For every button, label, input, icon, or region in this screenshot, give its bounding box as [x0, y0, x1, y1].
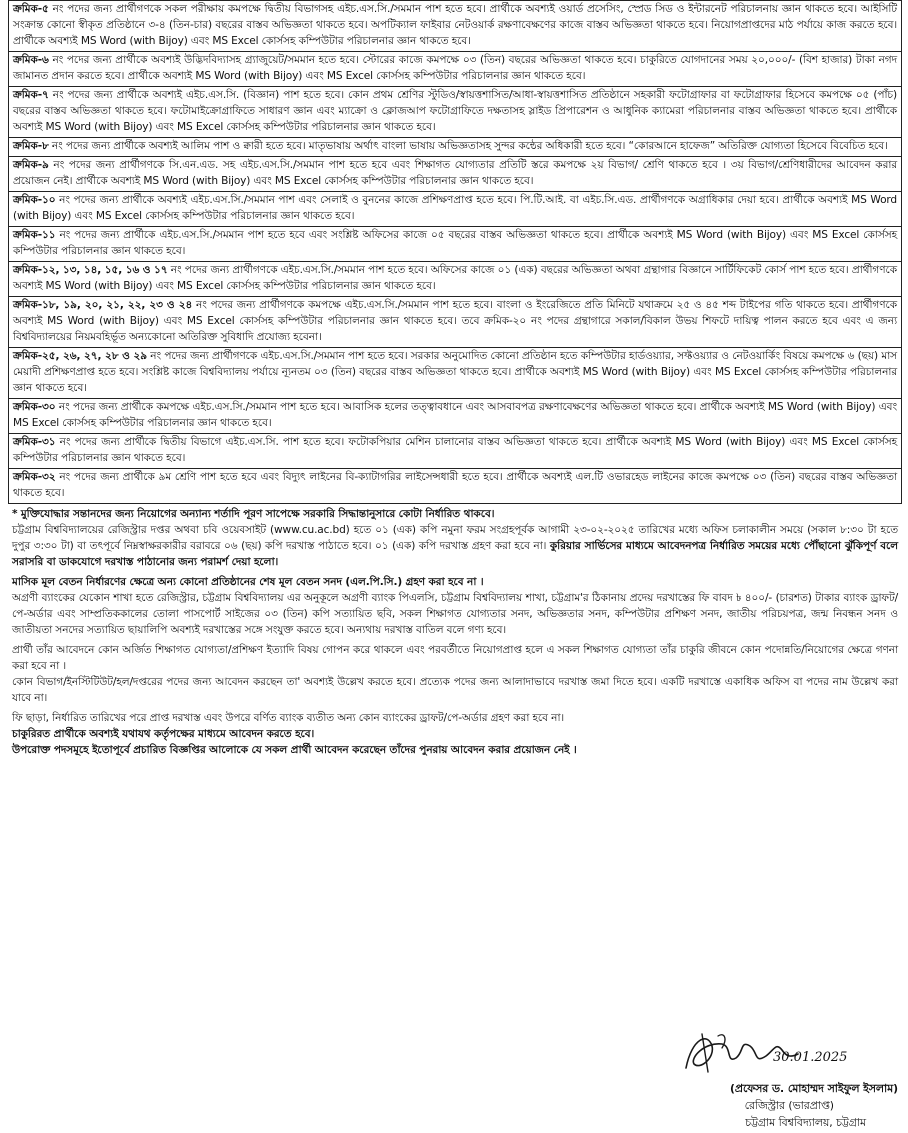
qualifications-box [8, 0, 902, 504]
qualification-text: নং পদের জন্য প্রার্থীকে এইচ.এস.সি./সমমান পাশ হতে হবে এবং সংশ্লিষ্ট অফিসের কাজে ০৫ বছরের বাস্তব অভিজ্ঞতা থাকতে হবে। প্রার্থীকে অবশ্যই MS Word (with Bijoy) এবং MS Excel কোর্সসহ কম্পিউটার পরিচালনার জ্ঞান থাকতে হবে। [13, 229, 897, 257]
previous-applicants-note: উপরোক্ত পদসমূহে ইতোপূর্বে প্রচারিত বিজ্ঞপ্তির আলোকে যে সকল প্রার্থী আবেদন করেছেন তাঁদের পুনরায় আবেদন করার প্রয়োজন নেই । [12, 744, 577, 756]
qualification-text: নং পদের জন্য প্রার্থীগণকে এইচ.এস.সি./সমমান পাশ হতে হবে। সরকার অনুমোদিত কোনো প্রতিষ্ঠান হতে কম্পিউটার হার্ডওয়্যার, সফ্টওয়্যার ও নেটওয়ার্কিং বিষয়ে কমপক্ষে ৬ (ছয়) মাস মেয়াদী প্রশিক্ষণপ্রাপ্ত হতে হবে। সংশ্লিষ্ট কাজে বিশ্ববিদ্যালয় পর্যায়ে ন্যূনতম ০৩ (তিন) বছরের বাস্তব অভিজ্ঞতা থাকতে হবে। প্রার্থীকে অবশ্যই MS Word (with Bijoy) এবং MS Excel কোর্সসহ কম্পিউটার পরিচালনার জ্ঞান থাকতে হবে। [13, 350, 898, 394]
quota-note: * মুক্তিযোদ্ধার সন্তানদের জন্য নিয়োগের অন্যান্য শর্তাদি পূরণ সাপেক্ষে সরকারি সিদ্ধান্তানুসারে কোটা নির্ধারিত থাকবে। [12, 508, 495, 520]
qualification-text: নং পদের জন্য প্রার্থীগণকে সকল পরীক্ষায় কমপক্ষে দ্বিতীয় বিভাগসহ এইচ.এস.সি./সমমান পাশ হতে হবে। প্রার্থীকে অবশ্যই ওয়ার্ড প্রসেসিং, স্প্রেড সিড ও ইন্টারনেট পরিচালনায় জ্ঞান থাকতে হবে। আইসিটি সংক্রান্ত কোনো স্বীকৃত প্রতিষ্ঠানে ৩-৪ (তিন-চার) বছরের বাস্তব অভিজ্ঞতা থাকতে হবে। অপটিক্যাল ফাইবার নেটওয়ার্ক রক্ষণাবেক্ষণের কাজে বাস্তব অভিজ্ঞতা থাকতে হবে। নিয়োগপ্রাপ্তদের মাঠ পর্যায়ে কাজ করতে হবে। প্রার্থীকে অবশ্যই MS Word (with Bijoy) এবং MS Excel কোর্সসহ কম্পিউটার পরিচালনার জ্ঞান থাকতে হবে। [13, 3, 897, 47]
qualification-11 [9, 226, 901, 261]
courier-warning: কুরিয়ার সার্ভিসের মাধ্যমে আবেদনপত্র নির্ধারিত সময়ের মধ্যে পৌঁছানো ঝুঁকিপূর্ণ বলে সরাসরি বা ডাকযোগে দরখাস্ত পাঠানোর জন্য পরামর্শ দেয়া হলো। [12, 540, 898, 568]
qualification-9 [9, 156, 901, 191]
fee-note: ফি ছাড়া, নির্ধারিত তারিখের পরে প্রাপ্ত দরখাস্ত এবং উপরে বর্ণিত ব্যাংক ব্যতীত অন্য কোন ব্যাংকের ড্রাফট/পে-অর্ডার গ্রহণ করা হবে না। [12, 712, 565, 724]
signatory-organization: চট্টগ্রাম বিশ্ববিদ্যালয়, চট্টগ্রাম [745, 1116, 866, 1129]
form-collection-note [12, 522, 898, 570]
lpc-note: মাসিক মূল বেতন নির্ধারণের ক্ষেত্রে অন্য কোনো প্রতিষ্ঠানের শেষ মূল বেতন সনদ (এল.পি.সি.) গ্রহণ করা হবে না । [12, 576, 484, 588]
serial-label: ক্রমিক-৮ [13, 140, 49, 152]
signatory-title: রেজিস্ট্রার (ভারপ্রাপ্ত) [744, 1099, 834, 1112]
qualification-12-17 [9, 261, 901, 296]
qualification-18-24 [9, 296, 901, 347]
concealment-note: প্রার্থী তাঁর আবেদনে কোন অর্জিত শিক্ষাগত যোগ্যতা/প্রশিক্ষণ ইত্যাদি বিষয় গোপন করে থাকলে এবং পরবর্তীতে নিয়োগপ্রাপ্ত হলে এ সকল শিক্ষাগত যোগ্যতা তাঁর চাকুরি জীবনে কোন পদোন্নতি/নিয়োগের ক্ষেত্রে গণনা করা হবে না । [12, 644, 898, 672]
qualification-30 [9, 398, 901, 433]
serial-label: ক্রমিক-১৮, ১৯, ২০, ২১, ২২, ২৩ ও ২৪ [13, 299, 193, 311]
qualification-25-29 [9, 347, 901, 398]
signature-date: 30.01.2025 [773, 1050, 848, 1065]
qualification-5 [9, 0, 901, 51]
serial-label: ক্রমিক-১২, ১৩, ১৪, ১৫, ১৬ ও ১৭ [13, 264, 168, 276]
serial-label: ক্রমিক-৯ [13, 159, 49, 171]
form-collection-text: চট্টগ্রাম বিশ্ববিদ্যালয়ের রেজিস্ট্রার দপ্তর অথবা চবি ওয়েবসাইট (www.cu.ac.bd) হতে ০১ (এক) কপি নমুনা ফরম সংগ্রহপূর্বক আগামী ২৩-০২-২০২৫ তারিখের মধ্যে অফিস চলাকালীন সময়ে (সকাল ৮:৩০ টা হতে দুপুর ৩:৩০ টা) বা তৎপূর্বে নিম্নস্বাক্ষরকারীর বরাবরে ০৬ (ছয়) কপি দরখাস্ত পাঠাতে হবে। ০১ (এক) কপি দরখাস্ত গ্রহণ করা হবে না। [12, 524, 898, 552]
qualification-31 [9, 433, 901, 468]
bank-draft-note: অগ্রণী ব্যাংকের যেকোন শাখা হতে রেজিস্ট্রার, চট্টগ্রাম বিশ্ববিদ্যালয় এর অনুকূলে অগ্রণী ব্যাংক পিএলসি, চট্টগ্রাম বিশ্ববিদ্যালয় শাখা, চট্টগ্রাম'র ঠিকানায় প্রদেয় দরখাস্তের ফি বাবদ ৳ ৪০০/- (চারশত) টাকার ব্যাংক ড্রাফট/পে-অর্ডার এবং সাম্প্রতিককালের তোলা পাসপোর্ট সাইজের ০৩ (তিন) কপি সত্যায়িত ছবি, সকল শিক্ষাগত যোগ্যতার সনদ, অভিজ্ঞতার সনদ, কম্পিউটার প্রশিক্ষণ সনদ, জাতীয় পরিচয়পত্র, জন্ম নিবন্ধন সনদ ও জাতীয়তা সনদের সত্যায়িত ছায়ালিপি অবশ্যই দরখাস্তের সঙ্গে সংযুক্ত করতে হবে। অন্যথায় দরখাস্ত বাতিল বলে গণ্য হবে। [12, 592, 898, 636]
qualification-text: নং পদের জন্য প্রার্থীকে অবশ্যই আলিম পাশ ও ক্বারী হতে হবে। মাতৃভাষায় অর্থাৎ বাংলা ভাষায় অভিজ্ঞতাসহ সুন্দর কন্ঠের অধিকারী হতে হবে। “কোরআনে হাফেজ” অতিরিক্ত যোগ্যতা হিসেবে বিবেচিত হবে। [48, 140, 888, 152]
serial-label: ক্রমিক-৩০ [13, 401, 56, 413]
serial-label: ক্রমিক-৬ [13, 54, 49, 66]
serial-label: ক্রমিক-৭ [13, 89, 49, 101]
serial-label: ক্রমিক-৩১ [13, 436, 56, 448]
qualification-text: নং পদের জন্য প্রার্থীকে ৯ম শ্রেণি পাশ হতে হবে এবং বিদ্যুৎ লাইনের বি-ক্যাটাগরির লাইসেন্সধারী হতে হবে। প্রার্থীকে অবশ্যই এল.টি ওভারহেড লাইনের কাজে কমপক্ষে ০৩ (তিন) বছরের বাস্তব অভিজ্ঞতা থাকতে হবে। [13, 471, 897, 499]
serial-label: ক্রমিক-১১ [13, 229, 56, 241]
serial-label: ক্রমিক-৩২ [13, 471, 56, 483]
qualification-text: নং পদের জন্য প্রার্থীগণকে এইচ.এস.সি./সমমান পাশ হতে হবে। অফিসের কাজে ০১ (এক) বছরের অভিজ্ঞতা অথবা গ্রন্থাগার বিজ্ঞানে সার্টিফিকেট কোর্স পাশ হতে হবে। প্রার্থীগণকে অবশ্যই MS Word (with Bijoy) এবং MS Excel কোর্সসহ কম্পিউটার পরিচালনার জ্ঞান থাকতে হবে। [13, 264, 897, 292]
qualification-10 [9, 191, 901, 226]
signatory-name: (প্রফেসর ড. মোহাম্মদ সাইফুল ইসলাম) [729, 1082, 898, 1095]
qualification-6 [9, 51, 901, 86]
serial-label: ক্রমিক-৫ [13, 3, 49, 15]
qualification-text: নং পদের জন্য প্রার্থীগণকে সি.এন.এড. সহ এইচ.এস.সি./সমমান পাশ হতে হবে এবং শিক্ষাগত যোগ্যতার প্রতিটি স্তরে কমপক্ষে ২য় বিভাগ/ শ্রেণি থাকতে হবে । ৩য় বিভাগ/শ্রেণিধারীদের আবেদন করার প্রয়োজন নেই। প্রার্থীকে অবশ্যই MS Word (with Bijoy) এবং MS Excel কোর্সসহ কম্পিউটার পরিচালনার জ্ঞান থাকতে হবে। [13, 159, 897, 187]
department-note: কোন বিভাগ/ইনস্টিটিউট/হল/দপ্তরের পদের জন্য আবেদন করছেন তা' অবশ্যই উল্লেখ করতে হবে। প্রত্যেক পদের জন্য আলাদাভাবে দরখাস্ত জমা দিতে হবে। একটি দরখাস্তে একাধিক অফিস বা পদের নাম উল্লেখ করা যাবে না। [12, 676, 898, 704]
qualification-32 [9, 468, 901, 503]
signature-block [658, 1028, 898, 1129]
qualification-text: নং পদের জন্য প্রার্থীকে কমপক্ষে এইচ.এস.সি./সমমান পাশ হতে হবে। আবাসিক হলের তত্ত্বাবধানে এবং আসবাবপত্র রক্ষণাবেক্ষণের অভিজ্ঞতা থাকতে হবে। প্রার্থীকে অবশ্যই MS Word (with Bijoy) এবং MS Excel কোর্সসহ কম্পিউটার পরিচালনার জ্ঞান থাকতে হবে। [13, 401, 897, 429]
qualification-text: নং পদের জন্য প্রার্থীকে অবশ্যই এইচ.এস.সি. (বিজ্ঞান) পাশ হতে হবে। কোন প্রথম শ্রেণির স্টুডিও/স্বায়ত্তশাসিত/আধা-স্বায়ত্তশাসিত প্রতিষ্ঠানে সহকারী ফটোগ্রাফার বা ফটোগ্রাফার হিসেবে কমপক্ষে ০৫ (পাঁচ) বছরের বাস্তব অভিজ্ঞতা থাকতে হবে। ফটোমাইক্রোগ্রাফিতে সাধারণ জ্ঞান এবং ম্যাক্রো ও ক্লোজআপ ফটোগ্রাফিতে দক্ষতাসহ স্লাইড প্রিপারেশন ও আধুনিক ক্যামেরা পরিচালনার বাস্তব অভিজ্ঞতা থাকতে হবে। প্রার্থীকে অবশ্যই MS Word (with Bijoy) এবং MS Excel কোর্সসহ কম্পিউটার পরিচালনার জ্ঞান থাকতে হবে। [13, 89, 897, 133]
employed-candidate-note: চাকুরিরত প্রার্থীকে অবশ্যই যথাযথ কর্তৃপক্ষের মাধ্যমে আবেদন করতে হবে। [12, 728, 315, 740]
serial-label: ক্রমিক-২৫, ২৬, ২৭, ২৮ ও ২৯ [13, 350, 147, 362]
qualification-text: নং পদের জন্য প্রার্থীগণকে কমপক্ষে এইচ.এস.সি./সমমান পাশ হতে হবে। বাংলা ও ইংরেজিতে প্রতি মিনিটে যথাক্রমে ২৫ ও ৪৫ শব্দ টাইপের গতি থাকতে হবে। প্রার্থীগণকে অবশ্যই MS Word (with Bijoy) এবং MS Excel কোর্সসহ কম্পিউটার পরিচালনার জ্ঞান থাকতে হবে। তবে ক্রমিক-২০ নং পদের গ্রন্থাগারে সকাল/বিকাল উভয় শিফটে দায়িত্ব পালন করতে হবে এবং এ জন্য বিশ্ববিদ্যালয়ের নিয়মবহির্ভূত অন্যকোনো অতিরিক্ত সুবিধাদি প্রযোজ্য হবেনা। [13, 299, 897, 343]
qualification-8 [9, 137, 901, 156]
qualification-text: নং পদের জন্য প্রার্থীকে অবশ্যই উদ্ভিদবিদ্যাসহ গ্র্যাজুয়েট/সমমান হতে হবে। স্টোরের কাজে কমপক্ষে ০৩ (তিন) বছরের অভিজ্ঞতা থাকতে হবে। চাকুরিতে যোগদানের সময় ২০,০০০/- (বিশ হাজার) টাকা নগদ জামানত প্রদান করতে হবে। প্রার্থীকে অবশ্যই MS Word (with Bijoy) এবং MS Excel কোর্সসহ কম্পিউটার পরিচালনার জ্ঞান থাকতে হবে। [13, 54, 897, 82]
qualification-7 [9, 86, 901, 137]
qualification-text: নং পদের জন্য প্রার্থীকে দ্বিতীয় বিভাগে এইচ.এস.সি. পাশ হতে হবে। ফটোকপিয়ার মেশিন চালানোর বাস্তব অভিজ্ঞতা থাকতে হবে। প্রার্থীকে অবশ্যই MS Word (with Bijoy) এবং MS Excel কোর্সসহ কম্পিউটার পরিচালনার জ্ঞান থাকতে হবে। [13, 436, 897, 464]
qualification-text: নং পদের জন্য প্রার্থীকে অবশ্যই এইচ.এস.সি./সমমান পাশ এবং সেলাই ও বুননের কাজে প্রশিক্ষণপ্রাপ্ত হতে হবে। পি.টি.আই. বা এইচ.সি.এড. প্রার্থীগণকে অগ্রাধিকার দেয়া হবে। প্রার্থীকে অবশ্যই MS Word (with Bijoy) এবং MS Excel কোর্সসহ কম্পিউটার পরিচালনার জ্ঞান থাকতে হবে। [13, 194, 897, 222]
serial-label: ক্রমিক-১০ [13, 194, 56, 206]
application-instructions [8, 504, 902, 758]
